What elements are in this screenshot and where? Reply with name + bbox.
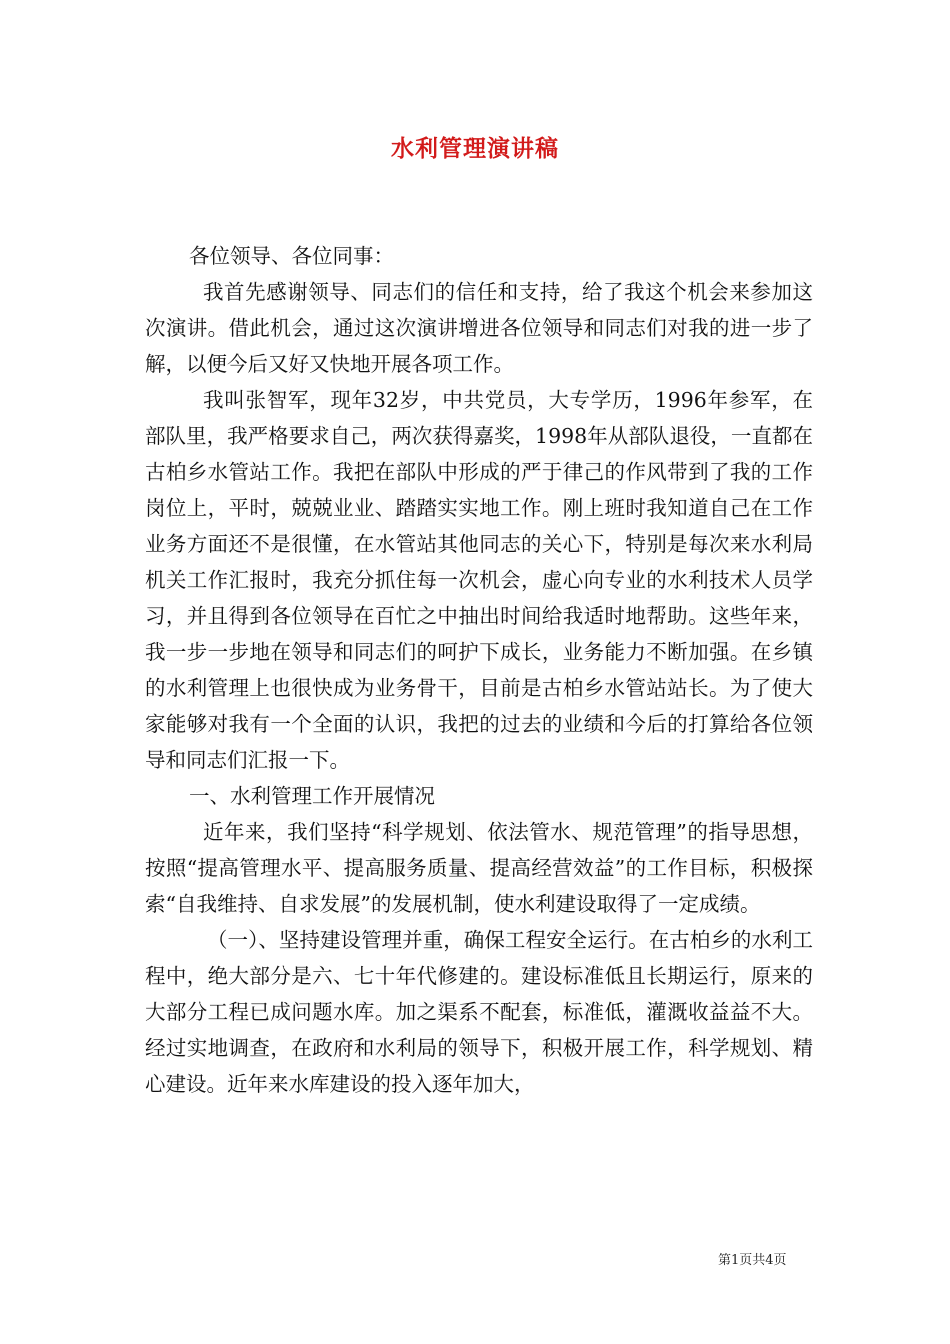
page-number-footer: 第1页共4页 — [718, 1253, 787, 1268]
document-title: 水利管理演讲稿 — [391, 135, 559, 162]
paragraph-intro: 我首先感谢领导、同志们的信任和支持，给了我这个机会来参加这次演讲。借此机会，通过这次演讲增进各位领导和同志们对我的进一步了解，以便今后又好又快地开展各项工作。 — [145, 280, 813, 376]
section-paragraph: 近年来，我们坚持“科学规划、依法管水、规范管理”的指导思想，按照“提高管理水平、提高服务质量、提高经营效益”的工作目标，积极探索“自我维持、自求发展”的发展机制，使水利建设取得了一定成绩。 — [145, 820, 813, 916]
paragraph-biography: 我叫张智军，现年32岁，中共党员，大专学历，1996年参军，在部队里，我严格要求自己，两次获得嘉奖，1998年从部队退役，一直都在古柏乡水管站工作。我把在部队中形成的严于律己的作风带到了我的工作岗位上，平时，兢兢业业、踏踏实实地工作。刚上班时我知道自己在工作业务方面还不是很懂，在水管站其他同志的关心下，特别是每次来水利局机关工作汇报时，我充分抓住每一次机会，虚心向专业的水利技术人员学习，并且得到各位领导在百忙之中抽出时间给我适时地帮助。这些年来，我一步一步地在领导和同志们的呵护下成长，业务能力不断加强。在乡镇的水利管理上也很快成为业务骨干，目前是古柏乡水管站站长。为了使大家能够对我有一个全面的认识，我把的过去的业绩和今后的打算给各位领导和同志们汇报一下。 — [145, 388, 813, 772]
section-heading: 一、水利管理工作开展情况 — [189, 784, 435, 808]
greeting: 各位领导、各位同事： — [189, 244, 394, 268]
document-body — [145, 238, 813, 1102]
subsection-paragraph: （一）、坚持建设管理并重，确保工程安全运行。在古柏乡的水利工程中，绝大部分是六、七十年代修建的。建设标准低且长期运行，原来的大部分工程已成问题水库。加之渠系不配套，标准低，灌溉收益益不大。经过实地调查，在政府和水利局的领导下，积极开展工作，科学规划、精心建设。近年来水库建设的投入逐年加大， — [145, 928, 813, 1096]
